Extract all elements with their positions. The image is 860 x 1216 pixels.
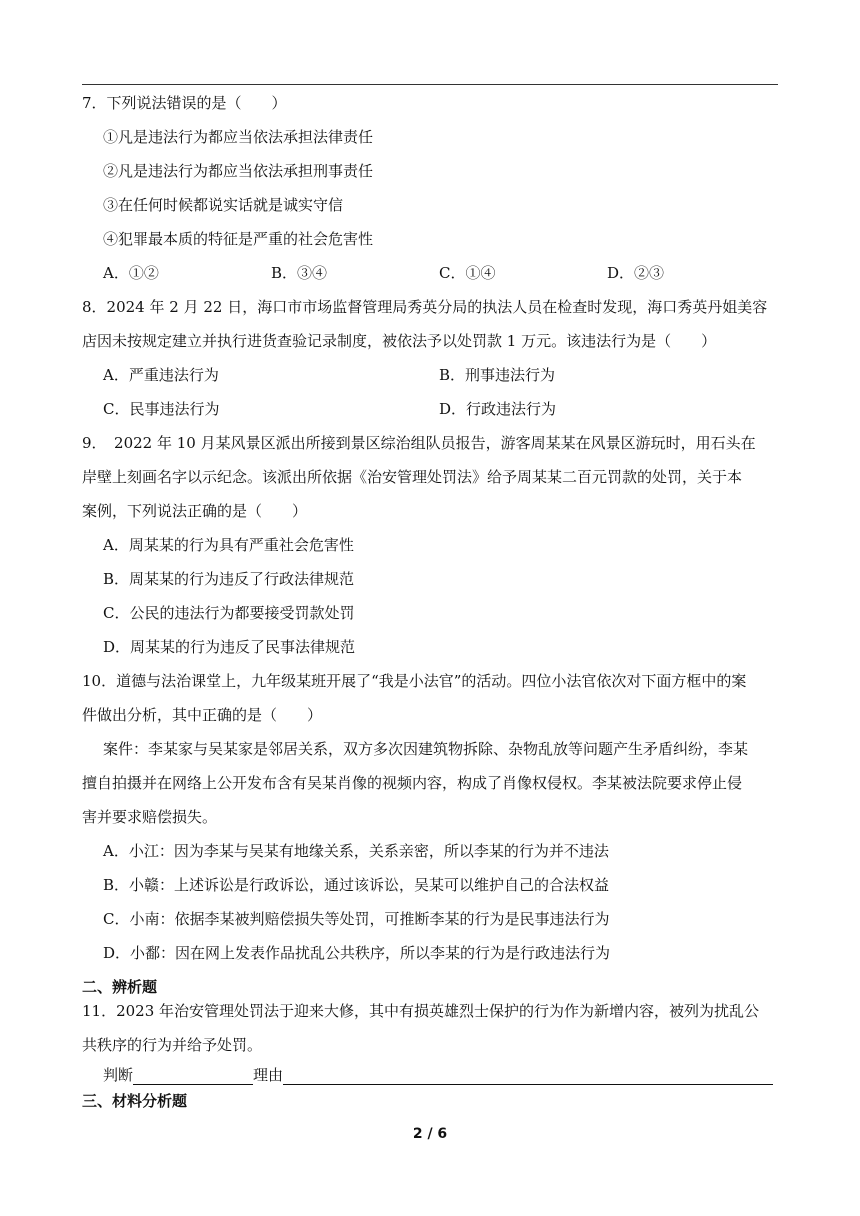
q11-stem-line2: 共秩序的行为并给予处罚。 [82, 1036, 263, 1054]
q7-item-1: ①凡是违法行为都应当依法承担法律责任 [103, 128, 374, 146]
q7-option-a: A．①② [103, 264, 159, 282]
q7-stem: 7．下列说法错误的是（ ） [82, 94, 287, 112]
q7-item-4: ④犯罪最本质的特征是严重的社会危害性 [103, 230, 374, 248]
q11-stem-line1: 11．2023 年治安管理处罚法于迎来大修，其中有损英雄烈士保护的行为作为新增内容，被列为扰乱公 [82, 1002, 760, 1020]
q8-stem-line1: 8．2024 年 2 月 22 日，海口市市场监督管理局秀英分局的执法人员在检查时发现，海口秀英丹姐美容 [82, 298, 768, 316]
q7-option-b: B．③④ [271, 264, 328, 282]
q11-answer-row [103, 1065, 778, 1085]
q9-option-b: B．周某某的行为违反了行政法律规范 [103, 570, 355, 588]
q10-stem-line2: 件做出分析，其中正确的是（ ） [82, 706, 323, 724]
page-number: 2 / 6 [412, 1126, 448, 1142]
q7-option-c: C．①④ [439, 264, 496, 282]
q10-case-line3: 害并要求赔偿损失。 [82, 808, 218, 826]
q9-option-c: C．公民的违法行为都要接受罚款处罚 [103, 604, 355, 622]
q9-option-a: A．周某某的行为具有严重社会危害性 [103, 536, 354, 554]
judge-label: 判断 [103, 1066, 134, 1084]
q8-stem-line2: 店因未按规定建立并执行进货查验记录制度，被依法予以处罚款 1 万元。该违法行为是（ ） [82, 332, 717, 350]
q10-option-a: A．小江：因为李某与吴某有地缘关系，关系亲密，所以李某的行为并不违法 [103, 842, 609, 860]
q10-case-line1: 案件：李某家与吴某家是邻居关系，双方多次因建筑物拆除、杂物乱放等问题产生矛盾纠纷，李某 [103, 740, 749, 758]
q9-stem-line1: 9． 2022 年 10 月某风景区派出所接到景区综治组队员报告，游客周某某在风景区游玩时，用石头在 [82, 434, 756, 452]
q8-option-a: A．严重违法行为 [103, 366, 219, 384]
q10-stem-line1: 10．道德与法治课堂上，九年级某班开展了“我是小法官”的活动。四位小法官依次对下面方框中的案 [82, 672, 747, 690]
reason-blank[interactable] [283, 1068, 773, 1085]
q7-option-d: D．②③ [607, 264, 665, 282]
reason-label: 理由 [253, 1066, 284, 1084]
q7-item-3: ③在任何时候都说实话就是诚实守信 [103, 196, 344, 214]
header-rule [82, 84, 778, 85]
q8-option-b: B．刑事违法行为 [439, 366, 556, 384]
judge-blank[interactable] [133, 1068, 253, 1085]
q10-option-c: C．小南：依据李某被判赔偿损失等处罚，可推断李某的行为是民事违法行为 [103, 910, 610, 928]
q10-option-b: B．小赣：上述诉讼是行政诉讼，通过该诉讼，吴某可以维护自己的合法权益 [103, 876, 610, 894]
q8-option-c: C．民事违法行为 [103, 400, 220, 418]
section-3-title: 三、材料分析题 [82, 1092, 188, 1110]
q10-option-d: D．小鄱：因在网上发表作品扰乱公共秩序，所以李某的行为是行政违法行为 [103, 944, 611, 962]
q7-item-2: ②凡是违法行为都应当依法承担刑事责任 [103, 162, 374, 180]
q9-stem-line2: 岸壁上刻画名字以示纪念。该派出所依据《治安管理处罚法》给予周某某二百元罚款的处罚，关于本 [82, 468, 743, 486]
q8-option-d: D．行政违法行为 [439, 400, 557, 418]
q9-option-d: D．周某某的行为违反了民事法律规范 [103, 638, 356, 656]
q10-case-line2: 擅自拍摄并在网络上公开发布含有吴某肖像的视频内容，构成了肖像权侵权。李某被法院要求停止侵 [82, 774, 743, 792]
section-2-title: 二、辨析题 [82, 978, 158, 996]
q9-stem-line3: 案例，下列说法正确的是（ ） [82, 502, 308, 520]
